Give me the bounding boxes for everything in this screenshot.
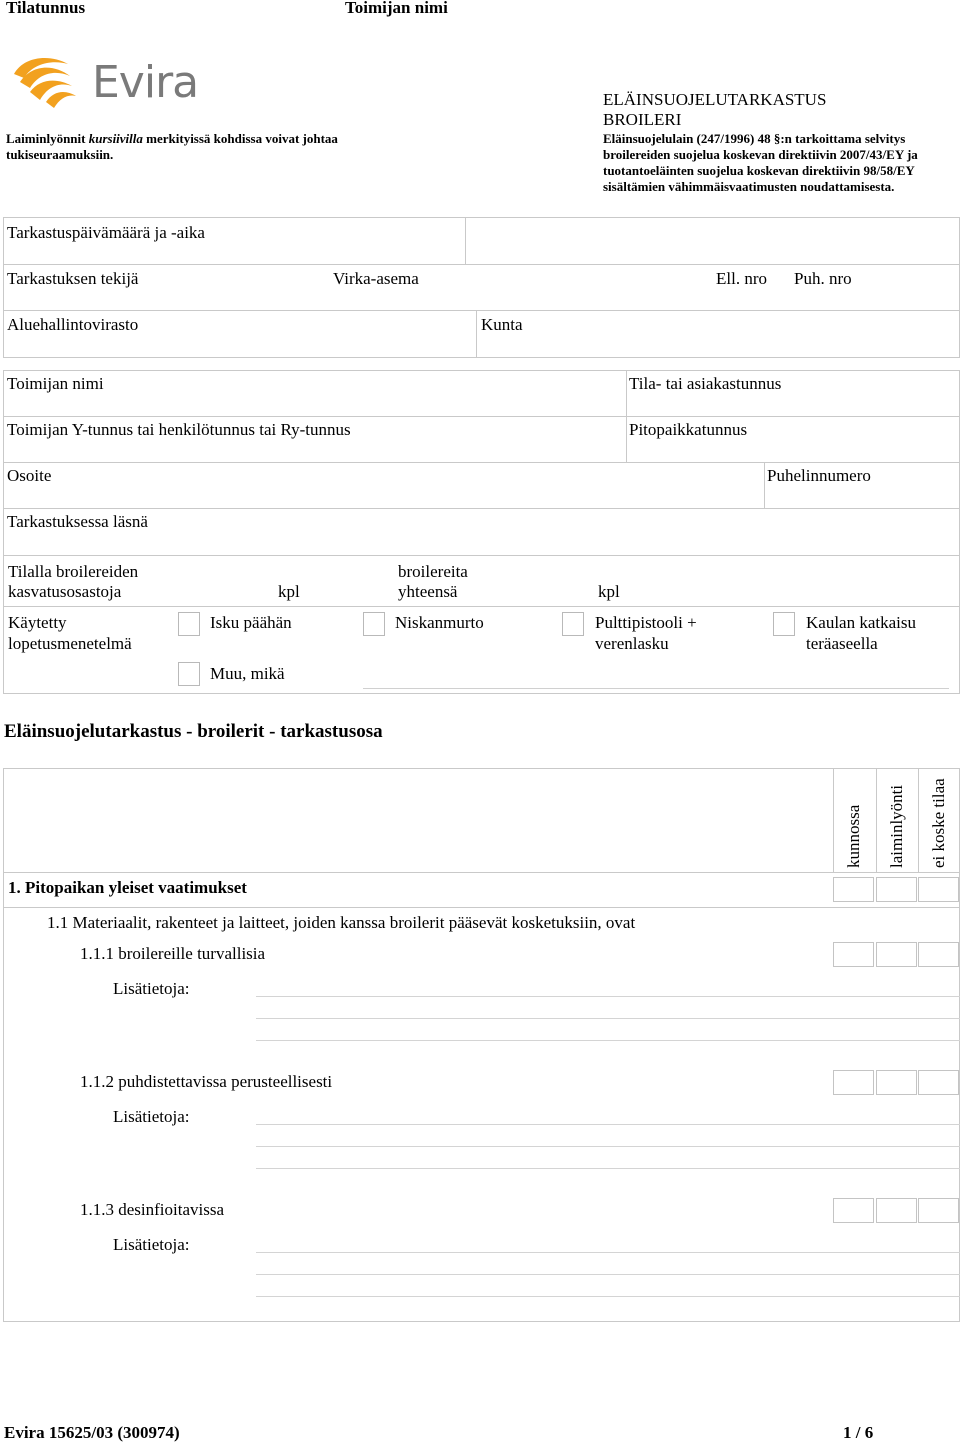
- sections-label-line2: kasvatusosastoja: [8, 582, 122, 601]
- niskanmurto-checkbox[interactable]: [363, 612, 385, 636]
- column-ei-koske-tilaa: ei koske tilaa: [929, 778, 948, 868]
- footer-code: Evira 15625/03 (300974): [4, 1423, 180, 1442]
- isku-paahan-label: Isku päähän: [210, 613, 292, 632]
- item-1-1-3-notes-line[interactable]: [256, 1252, 960, 1253]
- niskanmurto-label: Niskanmurto: [395, 613, 484, 632]
- column-laiminlyonti: laiminlyönti: [887, 784, 906, 868]
- muu-label: Muu, mikä: [210, 664, 285, 683]
- item-1-1-label: 1.1 Materiaalit, rakenteet ja laitteet, joiden kanssa broilerit pääsevät kosketuksiin, ovat: [47, 913, 636, 932]
- warning-text: [6, 131, 338, 163]
- location-id-label: Pitopaikkatunnus: [629, 420, 748, 439]
- item-1-1-2-notes-line[interactable]: [256, 1168, 960, 1169]
- warning-after: merkityissä kohdissa voivat johtaa: [142, 131, 338, 146]
- item-1-1-1-notes-line[interactable]: [256, 1040, 960, 1041]
- warning-before: Laiminlyönnit: [6, 131, 89, 146]
- sections-label-line1: Tilalla broilereiden: [8, 562, 139, 581]
- farm-id-label: Tila- tai asiakastunnus: [629, 374, 782, 393]
- item-1-1-1-notes-line[interactable]: [256, 1018, 960, 1019]
- kaulan-katkaisu-label-line1: Kaulan katkaisu: [806, 613, 916, 632]
- doc-description: [603, 131, 918, 195]
- item-1-1-1-notes-line[interactable]: [256, 996, 960, 997]
- present-label: Tarkastuksessa läsnä: [7, 512, 148, 531]
- i111-ei-koske-cell[interactable]: [918, 942, 959, 967]
- warning-line2: tukiseuraamuksiin.: [6, 147, 114, 162]
- i111-kunnossa-cell[interactable]: [833, 942, 874, 967]
- doc-desc-line3: tuotantoeläinten suojelua koskevan direktiivin 98/58/EY: [603, 163, 915, 178]
- puh-nro-label: Puh. nro: [794, 269, 852, 288]
- slaughter-label-line2: lopetusmenetelmä: [8, 634, 132, 653]
- slaughter-label-line1: Käytetty: [8, 613, 67, 632]
- item-1-1-2-notes-label: Lisätietoja:: [113, 1107, 190, 1126]
- broilers-label-line1: broilereita: [398, 562, 468, 581]
- i113-laiminlyonti-cell[interactable]: [876, 1198, 917, 1223]
- item-1-1-2-notes-line[interactable]: [256, 1146, 960, 1147]
- item-1-1-2-notes-line[interactable]: [256, 1124, 960, 1125]
- date-time-label: Tarkastuspäivämäärä ja -aika: [7, 223, 205, 242]
- muu-checkbox[interactable]: [178, 662, 200, 686]
- item-1-1-3-label: 1.1.3 desinfioitavissa: [80, 1200, 225, 1219]
- item-1-1-1-notes-label: Lisätietoja:: [113, 979, 190, 998]
- sections-kpl: kpl: [278, 582, 300, 601]
- kaulan-katkaisu-label-line2: teräaseella: [806, 634, 878, 653]
- warning-italic: kursiivilla: [88, 131, 143, 146]
- position-label: Virka-asema: [333, 269, 419, 288]
- agency-label: Aluehallintovirasto: [7, 315, 139, 334]
- evira-logo-text: Evira: [92, 57, 199, 108]
- item-1-1-3-notes-line[interactable]: [256, 1296, 960, 1297]
- broilers-label-line2: yhteensä: [398, 582, 458, 601]
- evira-logo: [10, 52, 199, 112]
- item-1-1-1-label: 1.1.1 broilereille turvallisia: [80, 944, 266, 963]
- y-tunnus-label: Toimijan Y-tunnus tai henkilötunnus tai Ry-tunnus: [7, 420, 351, 439]
- doc-title-line2: BROILERI: [603, 110, 682, 129]
- doc-desc-line2: broilereiden suojelua koskevan direktiivin 2007/43/EY ja: [603, 147, 918, 162]
- item-1-1-3-notes-line[interactable]: [256, 1274, 960, 1275]
- s1-laiminlyonti-cell[interactable]: [876, 877, 917, 902]
- kaulan-katkaisu-checkbox[interactable]: [773, 612, 795, 636]
- doc-desc-line1: Eläinsuojelulain (247/1996) 48 §:n tarkoittama selvitys: [603, 131, 906, 146]
- doc-title-line1: ELÄINSUOJELUTARKASTUS: [603, 90, 827, 109]
- item-1-1-2-label: 1.1.2 puhdistettavissa perusteellisesti: [80, 1072, 333, 1091]
- toimijan-nimi-header-label: Toimijan nimi: [345, 0, 448, 17]
- i113-kunnossa-cell[interactable]: [833, 1198, 874, 1223]
- s1-kunnossa-cell[interactable]: [833, 877, 874, 902]
- broilers-kpl: kpl: [598, 582, 620, 601]
- phone-label: Puhelinnumero: [767, 466, 871, 485]
- i112-ei-koske-cell[interactable]: [918, 1070, 959, 1095]
- operator-name-label: Toimijan nimi: [7, 374, 104, 393]
- i113-ei-koske-cell[interactable]: [918, 1198, 959, 1223]
- muu-input-line[interactable]: [363, 688, 949, 689]
- date-time-field[interactable]: [467, 219, 957, 263]
- ell-nro-label: Ell. nro: [716, 269, 767, 288]
- i112-kunnossa-cell[interactable]: [833, 1070, 874, 1095]
- tilatunnus-label: Tilatunnus: [6, 0, 86, 17]
- section1-title: 1. Pitopaikan yleiset vaatimukset: [8, 878, 247, 897]
- pulttipistooli-label-line1: Pulttipistooli +: [595, 613, 697, 632]
- doc-desc-line4: sisältämien vähimmäisvaatimusten noudattamisesta.: [603, 179, 895, 194]
- address-label: Osoite: [7, 466, 52, 485]
- item-1-1-3-notes-label: Lisätietoja:: [113, 1235, 190, 1254]
- pulttipistooli-checkbox[interactable]: [562, 612, 584, 636]
- s1-ei-koske-cell[interactable]: [918, 877, 959, 902]
- i111-laiminlyonti-cell[interactable]: [876, 942, 917, 967]
- doc-title: [603, 90, 826, 130]
- municipality-label: Kunta: [481, 315, 523, 334]
- footer-page: 1 / 6: [843, 1423, 874, 1442]
- isku-paahan-checkbox[interactable]: [178, 612, 200, 636]
- i112-laiminlyonti-cell[interactable]: [876, 1070, 917, 1095]
- inspector-label: Tarkastuksen tekijä: [7, 269, 139, 288]
- pulttipistooli-label-line2: verenlasku: [595, 634, 669, 653]
- column-kunnossa: kunnossa: [844, 804, 863, 868]
- section-title: Eläinsuojelutarkastus - broilerit - tarkastusosa: [4, 721, 383, 742]
